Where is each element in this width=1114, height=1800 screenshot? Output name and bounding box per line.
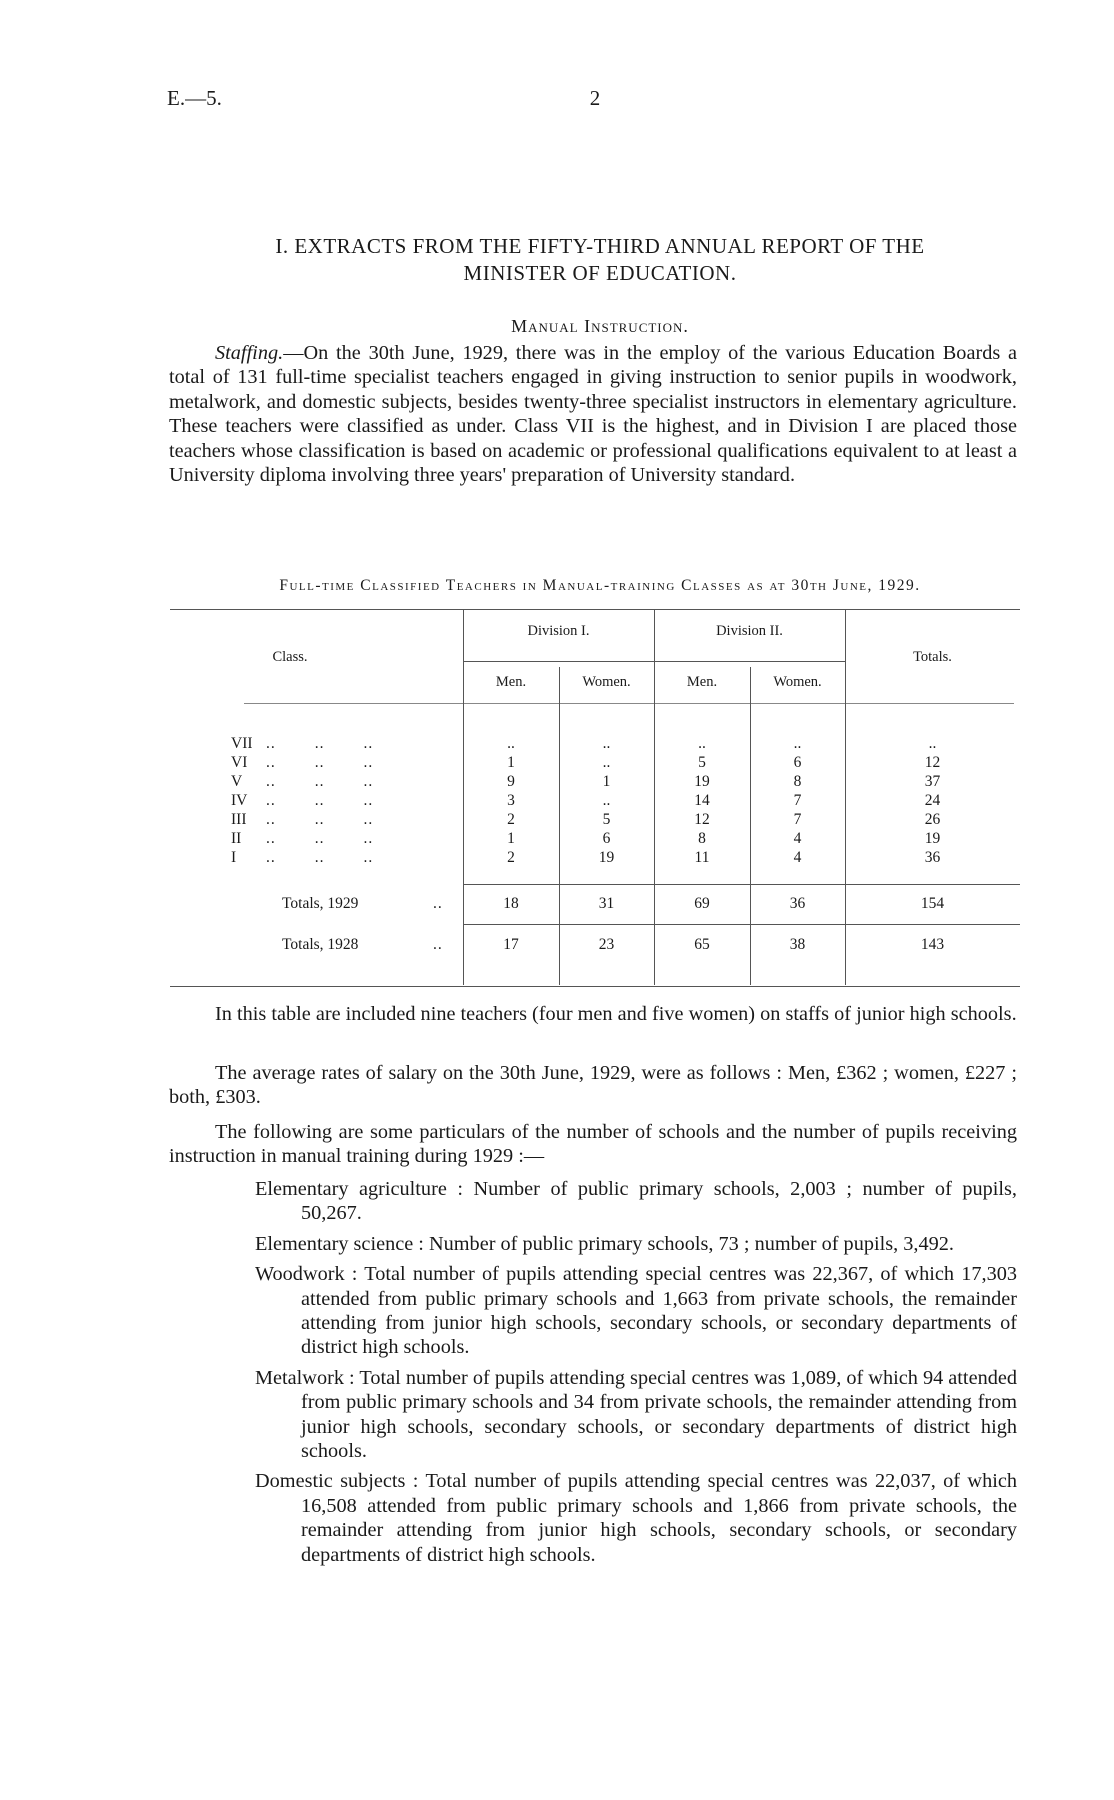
- list-item-woodwork: Woodwork : Total number of pupils attending special centres was 22,367, of which 17,303 attended from public primary schools and 1,663 from private schools, the remainder attending from junior high schools, secondary schools, or secondary departments of district high schools.: [255, 1263, 1017, 1359]
- list-item-domestic-subjects: Domestic subjects : Total number of pupils attending special centres was 22,037, of which 16,508 attended from public primary schools and 1,866 from private schools, the remainder attending from junior high schools, secondary schools, or secondary departments of district high schools.: [255, 1470, 1017, 1566]
- report-title-line-1: I. EXTRACTS FROM THE FIFTY-THIRD ANNUAL REPORT OF THE: [275, 234, 925, 258]
- header-div1-women: Women.: [582, 674, 631, 690]
- list-item-elementary-science: Elementary science : Number of public primary schools, 73 ; number of pupils, 3,492.: [255, 1232, 954, 1255]
- staffing-lead: Staffing.: [215, 342, 284, 364]
- section-heading: Manual Instruction.: [511, 316, 689, 336]
- teachers-table: Class. Division I. Division II. Men. Women. Men. Women. Totals. VII .. .. .. .. .. .. .. .. VI .. .. .. 1 .. 5 6 12 V .. .. .. 9 1 19 8 37 IV .. .. .. 3 .. 14 7 24 III .. .. .. 2 5 12 7 26 II .. .. .. 1 6 8 4 19 I .. .. .. 2 19 11 4 36 Totals, 1929 .. 18 31 69 36 154 Totals, 1928 .. 17 23 65 38 143: [170, 609, 1020, 987]
- paragraph-particulars: The following are some particulars of the number of schools and the number of pupils receiving instruction in manual training during 1929 :—: [169, 1121, 1017, 1168]
- page-number: 2: [589, 86, 601, 110]
- header-division-1: Division I.: [527, 623, 590, 639]
- header-div1-men: Men.: [495, 674, 527, 690]
- report-title-line-2: MINISTER OF EDUCATION.: [463, 261, 737, 285]
- header-class: Class.: [272, 649, 308, 665]
- header-division-2: Division II.: [716, 623, 783, 639]
- document-reference: E.—5.: [167, 86, 222, 110]
- paragraph-junior-high: In this table are included nine teachers (four men and five women) on staffs of junior high schools.: [215, 1003, 1017, 1025]
- staffing-text: —On the 30th June, 1929, there was in the employ of the various Education Boards a total of 131 full-time specialist teachers engaged in giving instruction to senior pupils in woodwork, metalwork, and domestic subjects, besides twenty-three specialist instructors in elementary agriculture. These teachers were classified as under. Class VII is the highest, and in Division I are placed those teachers whose classification is based on academic or professional qualifications equivalent to at least a University diploma involving three years' preparation of University standard.: [169, 342, 1017, 487]
- subjects-list: [255, 1177, 1017, 1573]
- header-totals: Totals.: [913, 649, 952, 665]
- header-div2-men: Men.: [686, 674, 718, 690]
- list-item-elementary-agriculture: Elementary agriculture : Number of public primary schools, 2,003 ; number of pupils, 50,267.: [255, 1178, 1017, 1225]
- header-div2-women: Women.: [773, 674, 822, 690]
- table-caption: Full-time Classified Teachers in Manual-training Classes as at 30th June, 1929.: [279, 577, 921, 594]
- list-item-metalwork: Metalwork : Total number of pupils attending special centres was 1,089, of which 94 attended from public primary schools and 34 from private schools, the remainder attending from junior high schools, secondary schools, or secondary departments of district high schools.: [255, 1366, 1017, 1463]
- paragraph-salary: The average rates of salary on the 30th June, 1929, were as follows : Men, £362 ; women, £227 ; both, £303.: [169, 1062, 1017, 1109]
- staffing-paragraph: [169, 341, 1017, 487]
